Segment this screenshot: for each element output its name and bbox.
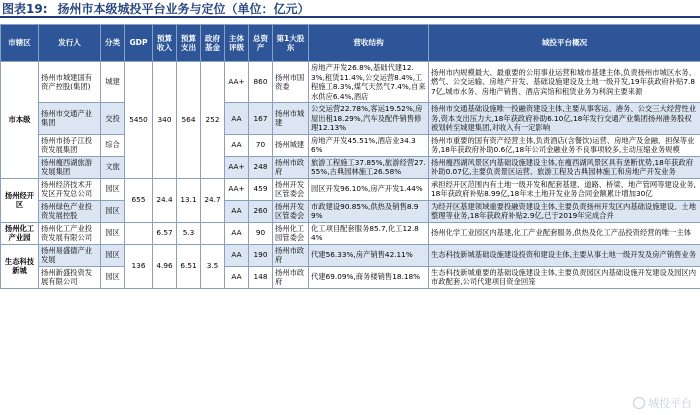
- issuer-cell: 扬州易盛德产业发展: [39, 244, 101, 266]
- assets-cell: 459: [249, 178, 273, 200]
- revenue-cell: 园区开发96.10%,房产开发1.44%: [309, 178, 429, 200]
- rating-cell: AA: [225, 103, 249, 135]
- rating-cell: AA: [225, 244, 249, 266]
- issuer-cell: 扬州瘦西湖旅游发展集团: [39, 156, 101, 178]
- revenue-cell: 房地产开发45.51%,酒店业34.36%: [309, 134, 429, 156]
- issuer-cell: 扬州市交通产业集团: [39, 103, 101, 135]
- table-row: [1, 178, 700, 200]
- overview-cell: 扬州市交通基础设施唯一投融资建设主体,主要从事客运、港务、公交三大经营性业务,资本支出压力大,18年获政府补助6.10亿,18年发行交通产业集团扬州港务股权被划转至城建集团,对收入有一定影响: [429, 103, 700, 135]
- gdp-cell: 136: [125, 244, 153, 288]
- type-cell: 文旅: [101, 156, 125, 178]
- district-cell: 生态科技新城: [1, 244, 39, 288]
- district-cell: 市本级: [1, 62, 39, 179]
- shareholder-cell: 扬州化工园管委会: [273, 222, 309, 244]
- table-row: [1, 244, 700, 266]
- header-cell: 预算收入: [153, 25, 177, 62]
- table-row: [1, 266, 700, 288]
- revenue-cell: 市政建设90.85%,供热及销售8.99%: [309, 200, 429, 222]
- type-cell: 园区: [101, 266, 125, 288]
- issuer-cell: 扬州新盛投资发展有限公司: [39, 266, 101, 288]
- rating-cell: AA: [225, 266, 249, 288]
- issuer-cell: 扬州市扬子江投资发展集团: [39, 134, 101, 156]
- header-cell: 营收结构: [309, 25, 429, 62]
- budget-out-cell: 564: [177, 62, 201, 179]
- budget-in-cell: 24.4: [153, 178, 177, 222]
- table-row: [1, 222, 700, 244]
- header-cell: 市辖区: [1, 25, 39, 62]
- overview-cell: 生态科技新城重要的基础设施建设主体,主要负责园区内基础设施开发建设及园区内市政配套,公司代建项目资金回笼: [429, 266, 700, 288]
- type-cell: 园区: [101, 200, 125, 222]
- type-cell: 综合: [101, 134, 125, 156]
- revenue-cell: 化工项目配套服务85.7,化工12.84%: [309, 222, 429, 244]
- assets-cell: 90: [249, 222, 273, 244]
- platform-table: [0, 24, 700, 289]
- issuer-cell: 扬州经济技术开发区开发总公司: [39, 178, 101, 200]
- gdp-cell: [125, 222, 153, 244]
- header-cell: 发行人: [39, 25, 101, 62]
- assets-cell: 860: [249, 62, 273, 103]
- table-row: [1, 134, 700, 156]
- table-header: [1, 25, 700, 62]
- table-row: [1, 200, 700, 222]
- shareholder-cell: 扬州市政府: [273, 266, 309, 288]
- shareholder-cell: 扬州开发区管委会: [273, 200, 309, 222]
- district-cell: 扬州经开区: [1, 178, 39, 222]
- revenue-cell: 旅游工程施工37.85%,旅游经营27.55%,古典园林施工26.58%: [309, 156, 429, 178]
- watermark: [633, 395, 692, 411]
- budget-out-cell: 5.3: [177, 222, 201, 244]
- table-body: [1, 62, 700, 289]
- type-cell: 园区: [101, 244, 125, 266]
- rating-cell: AA+: [225, 62, 249, 103]
- header-cell: 预算支出: [177, 25, 201, 62]
- assets-cell: 248: [249, 156, 273, 178]
- revenue-cell: 代建56.33%,房产销售42.11%: [309, 244, 429, 266]
- rating-cell: AA: [225, 200, 249, 222]
- overview-cell: 扬州化学工业园区内基建,化工产业配套服务,供热及化工产品投资经营的唯一主体: [429, 222, 700, 244]
- budget-out-cell: 13.1: [177, 178, 201, 222]
- gov-fund-cell: [201, 222, 225, 244]
- revenue-cell: 房地产开发26.8%,基础代建12.3%,租赁11.4%,公交运营8.4%,工程施工8.3%,煤气天然气7.4%,自来水供应6.4%,酒店: [309, 62, 429, 103]
- overview-cell: 为经开区基建领域重要投融资建设主体,主要负责扬州开发区内基础设施建设、土地整理等业务,18年获政府补贴2.9亿,已于2019年完成合并: [429, 200, 700, 222]
- header-cell: 城投平台概况: [429, 25, 700, 62]
- assets-cell: 70: [249, 134, 273, 156]
- table-row: [1, 156, 700, 178]
- table-row: [1, 103, 700, 135]
- overview-cell: 生态科技新城基础设施建设投资和建设主体,主要从事土地一级开发及房产销售业务: [429, 244, 700, 266]
- header-cell: GDP: [125, 25, 153, 62]
- header-cell: 主体评级: [225, 25, 249, 62]
- assets-cell: 167: [249, 103, 273, 135]
- shareholder-cell: 扬州市城建: [273, 103, 309, 135]
- shareholder-cell: 扬州市政府: [273, 156, 309, 178]
- gov-fund-cell: 3.5: [201, 244, 225, 288]
- type-cell: 城建: [101, 62, 125, 103]
- overview-cell: 扬州市内规模最大、最重要的公用事业运营和城市基建主体,负责扬州市城区水务、燃气、公交运输、房地产开发、基础设施建设及土地一级开发,19年获政府补贴7.87亿,城市水务、房地产销售、酒店宾馆和租赁业务为利润主要来源: [429, 62, 700, 103]
- shareholder-cell: 扬州市国资委: [273, 62, 309, 103]
- assets-cell: 190: [249, 244, 273, 266]
- revenue-cell: 公交运营22.78%,客运19.52%,房屋出租18.29%,汽车及配件销售修理12.13%: [309, 103, 429, 135]
- overview-cell: 承担经开区范围内有土地一级开发和配套基建、道路、桥梁、地产管网等建设业务,18年获政府补贴8.99亿,18年末土地开发业务合同金额累计增加30亿: [429, 178, 700, 200]
- figure-number: 图表19:: [2, 2, 48, 16]
- shareholder-cell: 扬州市政府: [273, 244, 309, 266]
- table-row: [1, 62, 700, 103]
- district-cell: 扬州化工产业园: [1, 222, 39, 244]
- type-cell: 园区: [101, 222, 125, 244]
- issuer-cell: 扬州绿色产业投资发展控股: [39, 200, 101, 222]
- gov-fund-cell: 252: [201, 62, 225, 179]
- shareholder-cell: 扬州开发区管委会: [273, 178, 309, 200]
- budget-in-cell: 6.57: [153, 222, 177, 244]
- header-cell: 分类: [101, 25, 125, 62]
- issuer-cell: 扬州化工产业投资发展有限公司: [39, 222, 101, 244]
- rating-cell: AA: [225, 134, 249, 156]
- type-cell: 园区: [101, 178, 125, 200]
- watermark-text: 城投平台: [648, 397, 692, 410]
- gdp-cell: 5450: [125, 62, 153, 179]
- assets-cell: 260: [249, 200, 273, 222]
- gov-fund-cell: 24.7: [201, 178, 225, 222]
- figure-title: [0, 0, 700, 18]
- figure-title-text: 扬州市本级城投平台业务与定位（单位：亿元）: [57, 2, 310, 16]
- rating-cell: AA+: [225, 156, 249, 178]
- shareholder-cell: 扬州城建: [273, 134, 309, 156]
- budget-in-cell: 4.96: [153, 244, 177, 288]
- issuer-cell: 扬州市城建国有资产控股(集团): [39, 62, 101, 103]
- gdp-cell: 655: [125, 178, 153, 222]
- budget-out-cell: 6.51: [177, 244, 201, 288]
- rating-cell: AA+: [225, 178, 249, 200]
- assets-cell: 148: [249, 266, 273, 288]
- header-cell: 第1大股东: [273, 25, 309, 62]
- chat-icon: [633, 397, 645, 409]
- rating-cell: AA: [225, 222, 249, 244]
- header-cell: 总资产: [249, 25, 273, 62]
- overview-cell: 扬州瘦西湖风景区内基础设施建设主体,在瘦西湖风景区具有垄断优势,18年获政府补助0.07亿,主要负责景区运营、旅游工程及古典园林施工和房地产开发业务: [429, 156, 700, 178]
- type-cell: 交投: [101, 103, 125, 135]
- revenue-cell: 代建69.09%,商务楼销售18.18%: [309, 266, 429, 288]
- header-cell: 政府基金: [201, 25, 225, 62]
- overview-cell: 扬州市重要的国有资产经营主体,负责酒店(含餐饮)运营、房地产及金融、担保等业务,18年获政府补助0.6亿,18年公司金融业务不良事项较多,主动压缩业务规模: [429, 134, 700, 156]
- budget-in-cell: 340: [153, 62, 177, 179]
